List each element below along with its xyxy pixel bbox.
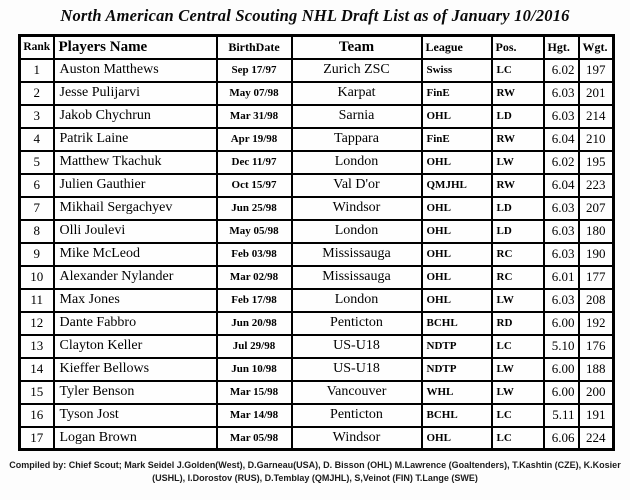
cell-wgt: 188 (579, 358, 614, 381)
cell-league: OHL (422, 266, 492, 289)
cell-wgt: 190 (579, 243, 614, 266)
column-header-wgt: Wgt. (579, 36, 614, 59)
cell-birth: Mar 15/98 (217, 381, 292, 404)
cell-player: Tyson Jost (54, 404, 217, 427)
cell-hgt: 6.03 (544, 197, 579, 220)
cell-team: Val D'or (292, 174, 422, 197)
table-row (20, 358, 614, 381)
cell-player: Logan Brown (54, 427, 217, 450)
footer-line-1: Compiled by: Chief Scout; Mark Seidel J.Golden(West), D.Garneau(USA), D. Bisson (OHL) M.Lawrence (Goaltenders), T.Kashtin (CZE), K.Kosier (9, 460, 621, 470)
column-header-league: League (422, 36, 492, 59)
cell-hgt: 6.01 (544, 266, 579, 289)
cell-player: Dante Fabbro (54, 312, 217, 335)
cell-pos: LC (492, 335, 544, 358)
table-header (20, 36, 614, 59)
cell-wgt: 207 (579, 197, 614, 220)
cell-player: Clayton Keller (54, 335, 217, 358)
cell-pos: RC (492, 266, 544, 289)
cell-league: NDTP (422, 335, 492, 358)
cell-league: FinE (422, 128, 492, 151)
cell-wgt: 197 (579, 59, 614, 82)
cell-rank: 7 (20, 197, 54, 220)
cell-pos: LD (492, 105, 544, 128)
page-title: North American Central Scouting NHL Draft List as of January 10/2016 (60, 6, 570, 25)
table-body (20, 59, 614, 450)
cell-pos: RC (492, 243, 544, 266)
cell-hgt: 6.03 (544, 289, 579, 312)
table-row (20, 128, 614, 151)
cell-wgt: 180 (579, 220, 614, 243)
cell-hgt: 6.02 (544, 59, 579, 82)
cell-player: Matthew Tkachuk (54, 151, 217, 174)
cell-team: Mississauga (292, 266, 422, 289)
cell-birth: May 07/98 (217, 82, 292, 105)
cell-birth: Apr 19/98 (217, 128, 292, 151)
cell-birth: Oct 15/97 (217, 174, 292, 197)
cell-wgt: 177 (579, 266, 614, 289)
cell-birth: Mar 31/98 (217, 105, 292, 128)
cell-player: Tyler Benson (54, 381, 217, 404)
cell-hgt: 6.00 (544, 381, 579, 404)
cell-birth: Jun 25/98 (217, 197, 292, 220)
cell-birth: Mar 02/98 (217, 266, 292, 289)
cell-hgt: 6.00 (544, 358, 579, 381)
table-row (20, 197, 614, 220)
cell-league: OHL (422, 197, 492, 220)
header-row (20, 36, 614, 59)
cell-hgt: 6.04 (544, 174, 579, 197)
cell-wgt: 208 (579, 289, 614, 312)
cell-player: Alexander Nylander (54, 266, 217, 289)
cell-rank: 13 (20, 335, 54, 358)
cell-pos: LC (492, 427, 544, 450)
column-header-player: Players Name (54, 36, 217, 59)
cell-rank: 1 (20, 59, 54, 82)
cell-league: OHL (422, 243, 492, 266)
draft-list-table (18, 34, 615, 451)
cell-rank: 4 (20, 128, 54, 151)
cell-team: London (292, 289, 422, 312)
cell-player: Olli Joulevi (54, 220, 217, 243)
table-row (20, 427, 614, 450)
table-row (20, 289, 614, 312)
column-header-rank: Rank (20, 36, 54, 59)
cell-hgt: 6.03 (544, 243, 579, 266)
table-row (20, 381, 614, 404)
cell-birth: Jun 20/98 (217, 312, 292, 335)
cell-league: OHL (422, 105, 492, 128)
cell-pos: RD (492, 312, 544, 335)
table-row (20, 335, 614, 358)
cell-hgt: 5.10 (544, 335, 579, 358)
cell-rank: 5 (20, 151, 54, 174)
table-row (20, 59, 614, 82)
cell-rank: 6 (20, 174, 54, 197)
footer-note (0, 459, 630, 485)
cell-hgt: 5.11 (544, 404, 579, 427)
cell-team: Karpat (292, 82, 422, 105)
cell-team: Mississauga (292, 243, 422, 266)
cell-player: Auston Matthews (54, 59, 217, 82)
cell-team: Zurich ZSC (292, 59, 422, 82)
cell-hgt: 6.03 (544, 82, 579, 105)
cell-league: QMJHL (422, 174, 492, 197)
cell-rank: 16 (20, 404, 54, 427)
cell-birth: Mar 14/98 (217, 404, 292, 427)
cell-player: Kieffer Bellows (54, 358, 217, 381)
cell-wgt: 176 (579, 335, 614, 358)
cell-wgt: 224 (579, 427, 614, 450)
cell-team: Vancouver (292, 381, 422, 404)
table-row (20, 312, 614, 335)
cell-league: BCHL (422, 404, 492, 427)
cell-wgt: 214 (579, 105, 614, 128)
cell-wgt: 223 (579, 174, 614, 197)
cell-rank: 12 (20, 312, 54, 335)
cell-hgt: 6.00 (544, 312, 579, 335)
cell-player: Mikhail Sergachyev (54, 197, 217, 220)
table-row (20, 151, 614, 174)
cell-pos: LW (492, 289, 544, 312)
cell-wgt: 192 (579, 312, 614, 335)
cell-hgt: 6.03 (544, 220, 579, 243)
cell-rank: 14 (20, 358, 54, 381)
table-row (20, 404, 614, 427)
cell-player: Julien Gauthier (54, 174, 217, 197)
cell-rank: 8 (20, 220, 54, 243)
cell-team: Tappara (292, 128, 422, 151)
table-row (20, 105, 614, 128)
cell-rank: 15 (20, 381, 54, 404)
cell-player: Jakob Chychrun (54, 105, 217, 128)
cell-pos: RW (492, 82, 544, 105)
cell-league: BCHL (422, 312, 492, 335)
footer-line-2: (USHL), I.Dorostov (RUS), D.Temblay (QMJHL), S,Veinot (FIN) T.Lange (SWE) (152, 473, 478, 484)
cell-player: Mike McLeod (54, 243, 217, 266)
cell-pos: LC (492, 59, 544, 82)
cell-team: Windsor (292, 427, 422, 450)
cell-league: OHL (422, 220, 492, 243)
cell-birth: Sep 17/97 (217, 59, 292, 82)
cell-league: OHL (422, 289, 492, 312)
cell-birth: May 05/98 (217, 220, 292, 243)
cell-league: FinE (422, 82, 492, 105)
cell-hgt: 6.06 (544, 427, 579, 450)
cell-league: Swiss (422, 59, 492, 82)
cell-rank: 10 (20, 266, 54, 289)
cell-hgt: 6.02 (544, 151, 579, 174)
cell-wgt: 210 (579, 128, 614, 151)
cell-team: London (292, 151, 422, 174)
cell-team: US-U18 (292, 335, 422, 358)
cell-league: OHL (422, 151, 492, 174)
cell-wgt: 201 (579, 82, 614, 105)
cell-rank: 2 (20, 82, 54, 105)
column-header-hgt: Hgt. (544, 36, 579, 59)
cell-birth: Mar 05/98 (217, 427, 292, 450)
cell-league: OHL (422, 427, 492, 450)
cell-rank: 9 (20, 243, 54, 266)
table-row (20, 174, 614, 197)
column-header-birth: BirthDate (217, 36, 292, 59)
cell-rank: 17 (20, 427, 54, 450)
cell-team: Penticton (292, 404, 422, 427)
cell-team: US-U18 (292, 358, 422, 381)
table-row (20, 220, 614, 243)
table-row (20, 243, 614, 266)
cell-pos: LC (492, 404, 544, 427)
cell-pos: LW (492, 358, 544, 381)
column-header-team: Team (292, 36, 422, 59)
cell-birth: Dec 11/97 (217, 151, 292, 174)
cell-team: Penticton (292, 312, 422, 335)
cell-hgt: 6.04 (544, 128, 579, 151)
cell-rank: 3 (20, 105, 54, 128)
cell-birth: Jul 29/98 (217, 335, 292, 358)
cell-league: WHL (422, 381, 492, 404)
table-row (20, 82, 614, 105)
cell-player: Patrik Laine (54, 128, 217, 151)
cell-player: Max Jones (54, 289, 217, 312)
table-row (20, 266, 614, 289)
cell-player: Jesse Pulijarvi (54, 82, 217, 105)
cell-pos: LW (492, 151, 544, 174)
cell-wgt: 191 (579, 404, 614, 427)
cell-birth: Feb 03/98 (217, 243, 292, 266)
cell-birth: Feb 17/98 (217, 289, 292, 312)
cell-birth: Jun 10/98 (217, 358, 292, 381)
cell-team: Windsor (292, 197, 422, 220)
cell-league: NDTP (422, 358, 492, 381)
cell-pos: RW (492, 174, 544, 197)
cell-wgt: 195 (579, 151, 614, 174)
cell-hgt: 6.03 (544, 105, 579, 128)
cell-pos: LD (492, 197, 544, 220)
cell-team: London (292, 220, 422, 243)
cell-pos: RW (492, 128, 544, 151)
cell-team: Sarnia (292, 105, 422, 128)
column-header-pos: Pos. (492, 36, 544, 59)
cell-pos: LW (492, 381, 544, 404)
cell-pos: LD (492, 220, 544, 243)
cell-rank: 11 (20, 289, 54, 312)
cell-wgt: 200 (579, 381, 614, 404)
